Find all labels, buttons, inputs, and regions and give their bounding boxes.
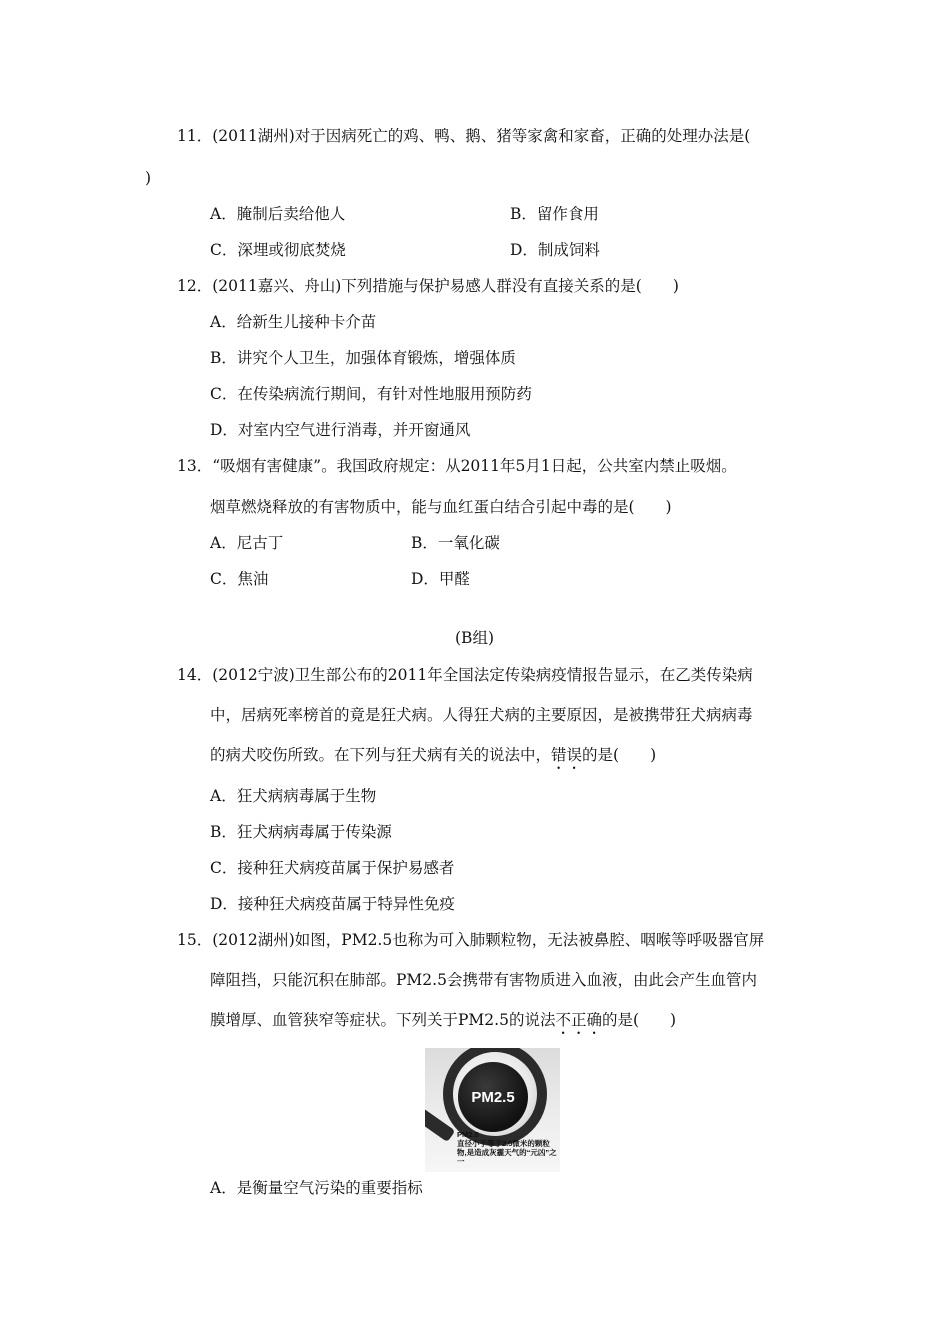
q11-stem: 11．(2011湖州)对于因病死亡的鸡、鸭、鹅、猪等家禽和家畜，正确的处理办法是( xyxy=(177,127,751,145)
q15-option-a: A．是衡量空气污染的重要指标 xyxy=(210,1179,423,1197)
q11-option-a: A．腌制后卖给他人 xyxy=(210,205,346,223)
q14-stem-line3 xyxy=(210,745,656,773)
q12-option-b: B．讲究个人卫生，加强体育锻炼，增强体质 xyxy=(210,349,516,367)
q15-stem-line3 xyxy=(210,1010,676,1038)
q15-stem-line3-pre: 膜增厚、血管狭窄等症状。下列关于PM2.5的说法 xyxy=(210,1011,556,1029)
q14-option-b: B．狂犬病病毒属于传染源 xyxy=(210,823,392,841)
q13-stem-line1: 13．“吸烟有害健康”。我国政府规定：从2011年5月1日起，公共室内禁止吸烟。 xyxy=(177,457,737,475)
q14-emphasis-word: 错误 xyxy=(551,746,583,764)
q15-stem-line2: 障阻挡，只能沉积在肺部。PM2.5会携带有害物质进入血液，由此会产生血管内 xyxy=(210,971,757,989)
q13-stem-line2: 烟草燃烧释放的有害物质中，能与血红蛋白结合引起中毒的是( ) xyxy=(210,498,672,516)
q12-option-a: A．给新生儿接种卡介苗 xyxy=(210,313,377,331)
q14-stem-line1: 14．(2012宁波)卫生部公布的2011年全国法定传染病疫情报告显示，在乙类传染病 xyxy=(177,666,753,684)
pm25-figure-caption xyxy=(457,1130,557,1166)
q14-stem-line3-post: 的是( ) xyxy=(582,746,657,764)
q14-stem-line3-pre: 的病犬咬伤所致。在下列与狂犬病有关的说法中， xyxy=(210,746,552,764)
q13-option-c: C．焦油 xyxy=(210,570,269,588)
q14-stem-line2: 中，居病死率榜首的竟是狂犬病。人得狂犬病的主要原因，是被携带狂犬病病毒 xyxy=(210,706,753,724)
q12-option-d: D．对室内空气进行消毒，并开窗通风 xyxy=(210,421,471,439)
q11-option-d: D．制成饲料 xyxy=(510,241,600,259)
q15-stem-line3-post: 的是( ) xyxy=(601,1011,677,1029)
q11-stem-end: ) xyxy=(145,169,152,187)
pm25-magnifier-figure xyxy=(425,1048,560,1172)
pm25-lens-label: PM2.5 xyxy=(471,1088,515,1106)
pm25-caption-text: 直径小于等于2.5微米的颗粒物,是造成灰霾天气的“元凶”之一 xyxy=(457,1139,557,1166)
q13-option-a: A．尼古丁 xyxy=(210,534,284,552)
q14-option-d: D．接种狂犬病疫苗属于特异性免疫 xyxy=(210,895,455,913)
pm25-particle xyxy=(458,1062,528,1132)
q12-option-c: C．在传染病流行期间，有针对性地服用预防药 xyxy=(210,385,532,403)
q12-stem: 12．(2011嘉兴、舟山)下列措施与保护易感人群没有直接关系的是( ) xyxy=(177,277,679,295)
q11-option-c: C．深埋或彻底焚烧 xyxy=(210,241,346,259)
q15-emphasis-word: 不正确 xyxy=(555,1011,602,1029)
group-b-heading: (B组) xyxy=(455,629,494,647)
q11-option-b: B．留作食用 xyxy=(510,205,599,223)
q15-stem-line1: 15．(2012湖州)如图，PM2.5也称为可入肺颗粒物，无法被鼻腔、咽喉等呼吸器官屏 xyxy=(177,931,765,949)
q13-option-b: B．一氧化碳 xyxy=(411,534,500,552)
q13-option-d: D．甲醛 xyxy=(411,570,470,588)
q14-option-c: C．接种狂犬病疫苗属于保护易感者 xyxy=(210,859,455,877)
pm25-caption-title: PM2.5 xyxy=(457,1130,479,1139)
q14-option-a: A．狂犬病病毒属于生物 xyxy=(210,787,377,805)
